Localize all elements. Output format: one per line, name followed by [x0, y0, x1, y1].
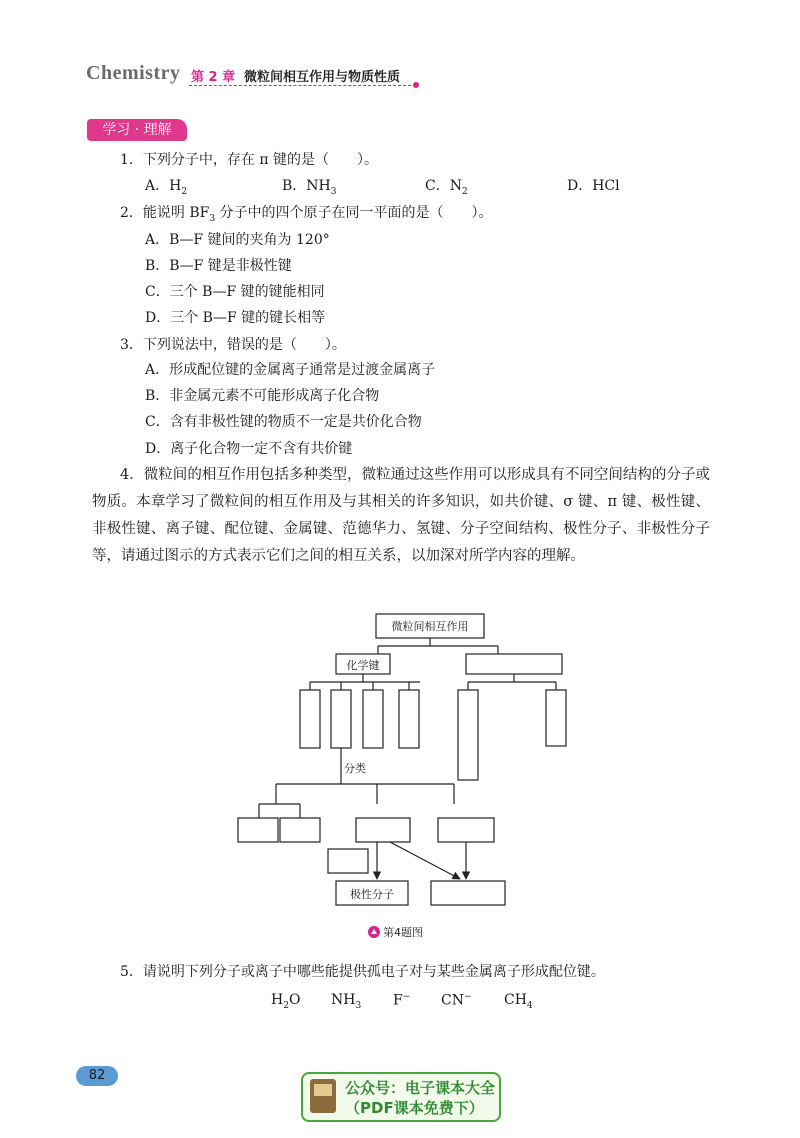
header-dot — [413, 82, 419, 88]
diagram-polar-molecule-label: 极性分子 — [350, 888, 394, 901]
q3-option-c: C．含有非极性键的物质不一定是共价化合物 — [145, 414, 422, 430]
subject-title: Chemistry — [86, 62, 181, 84]
q5-formula-f: F− — [393, 992, 411, 1009]
chapter-title: 微粒间相互作用与物质性质 — [244, 70, 401, 85]
q5-formula-h2o: $H_2O$ — [271, 992, 301, 1011]
diagram-blank-box — [466, 654, 562, 674]
section-badge: 学习 · 理解 — [87, 119, 187, 141]
diagram-bond-type-box — [300, 690, 320, 748]
diagram-nonpolar-molecule-box — [431, 881, 505, 905]
q1-option-c: C．$N_2$ — [425, 178, 468, 197]
q2-option-b: B．B—F 键是非极性键 — [145, 258, 292, 274]
q5-formula-ch4: $CH_4$ — [504, 992, 533, 1011]
q1-option-a: A．$H_2$ — [145, 178, 188, 197]
book-logo-icon — [310, 1079, 336, 1113]
diagram-class-box — [238, 818, 278, 842]
q3-option-d: D．离子化合物一定不含有共价键 — [145, 441, 353, 457]
q1-option-d: D．HCl — [567, 178, 620, 194]
q5-formula-cn: CN− — [441, 992, 472, 1009]
caption-marker-icon — [368, 926, 380, 938]
page-header — [86, 60, 421, 88]
diagram-class-box — [356, 818, 410, 842]
diagram-class-box — [280, 818, 320, 842]
q1-stem: 1．下列分子中，存在 π 键的是（ ）。 — [120, 152, 379, 168]
diagram-chemical-bond-label: 化学键 — [346, 659, 380, 672]
diagram-bond-type-box — [399, 690, 419, 748]
watermark-line2: （PDF课本免费下） — [345, 1099, 484, 1117]
q3-option-a: A．形成配位键的金属离子通常是过渡金属离子 — [145, 362, 436, 378]
figure-caption: 第4题图 — [368, 924, 423, 940]
relationship-diagram — [230, 608, 580, 918]
q1-option-b: B．$NH_3$ — [282, 178, 337, 197]
q2-option-d: D．三个 B—F 键的键长相等 — [145, 310, 326, 326]
diagram-bond-type-box — [331, 690, 351, 748]
watermark-line1: 公众号：电子课本大全 — [345, 1079, 496, 1097]
diagram-classify-label: 分类 — [344, 762, 366, 775]
q2-option-c: C．三个 B—F 键的键能相同 — [145, 284, 325, 300]
diagram-force-type-box — [546, 690, 566, 746]
diagram-root-label: 微粒间相互作用 — [391, 620, 469, 633]
q3-stem: 3．下列说法中，错误的是（ ）。 — [120, 337, 346, 353]
q3-option-b: B．非金属元素不可能形成离子化合物 — [145, 388, 380, 404]
chapter-number: 第 2 章 — [191, 70, 236, 85]
diagram-blank-box — [328, 849, 368, 873]
q2-stem: 2．能说明 $BF_3$ 分子中的四个原子在同一平面的是（ ）。 — [120, 205, 493, 224]
diagram-class-box — [438, 818, 494, 842]
diagram-bond-type-box — [363, 690, 383, 748]
q4-text: 4．微粒间的相互作用包括多种类型，微粒通过这些作用可以形成具有不同空间结构的分子或物质。本章学习了微粒间的相互作用及与其相关的许多知识，如共价键、σ 键、π 键、极性键、非极性键、离子键、配位键、金属键、范德华力、氢键、分子空间结构、极性分子、非极性分子等，请通过图示的方式表示它们之间的相互关系，以加深对所学内容的理解。 — [92, 467, 710, 564]
header-rule — [189, 85, 416, 86]
page-number: 82 — [76, 1066, 118, 1086]
q5-formula-nh3: $NH_3$ — [331, 992, 362, 1011]
watermark-banner — [301, 1072, 501, 1122]
diagram-force-type-box — [458, 690, 478, 780]
q2-option-a: A．B—F 键间的夹角为 120° — [145, 232, 330, 248]
q5-stem: 5．请说明下列分子或离子中哪些能提供孤电子对与某些金属离子形成配位键。 — [120, 964, 605, 980]
